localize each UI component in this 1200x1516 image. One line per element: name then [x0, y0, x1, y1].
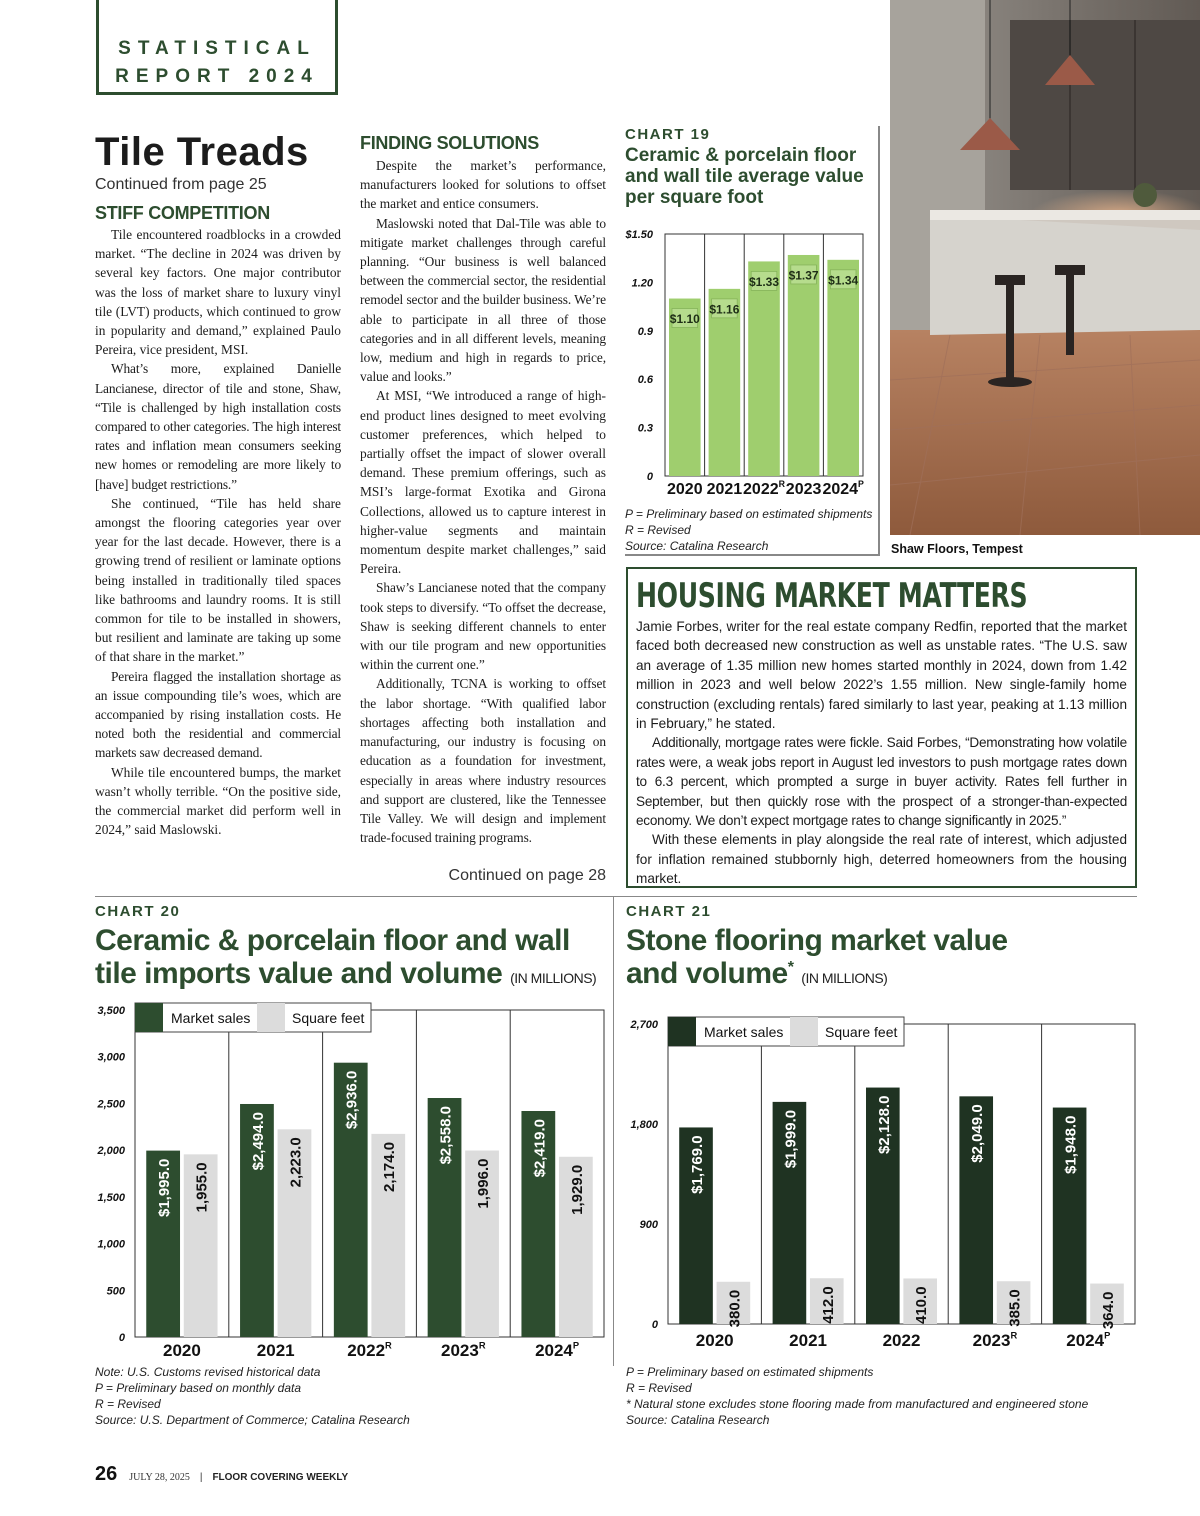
chart-21-value-label: 364.0 — [1099, 1291, 1117, 1330]
chart-19-title: Ceramic & porcelain floor and wall tile average value per square foot — [625, 145, 864, 208]
chart-21-value-label: $2,049.0 — [969, 1104, 987, 1163]
chart-21-title-text: Stone flooring market value and volume — [626, 924, 1008, 990]
footer-publication: FLOOR COVERING WEEKLY — [212, 1472, 349, 1483]
continued-from: Continued from page 25 — [95, 176, 267, 193]
chart-19-ytick: 0 — [646, 471, 653, 483]
paragraph: While tile encountered bumps, the market wasn’t wholly terrible. “On the positive side, the commercial market did perform well in 2024,” said Maslowski. — [95, 764, 341, 838]
chart-21-xtick: $2023^R$ — [972, 1330, 1018, 1350]
chart-21-value-label: $1,999.0 — [782, 1109, 800, 1169]
column-divider — [613, 896, 614, 1366]
legend-label: Market sales — [171, 1010, 251, 1026]
chart-19-notes — [625, 506, 872, 554]
report-header-line1: STATISTICAL — [118, 38, 316, 59]
chart-21-plot — [626, 1010, 1138, 1366]
chart-21-xtick: 2020 — [695, 1331, 734, 1350]
chart-21-xtick: 2021 — [789, 1331, 828, 1350]
chart-21-note: * Natural stone excludes stone flooring made from manufactured and engineered stone — [626, 1397, 1089, 1411]
chart-20-ytick: 3,000 — [97, 1051, 125, 1064]
chart-19-xtick: 2021 — [706, 481, 743, 498]
chart-21-ytick: 2,700 — [630, 1019, 658, 1031]
chart-20-panel — [95, 903, 607, 990]
chart-19-value-label: $1.37 — [788, 268, 819, 283]
chart-21-value-label: 385.0 — [1006, 1289, 1024, 1327]
chart-20-value-label: 1,929.0 — [568, 1164, 586, 1215]
chart-20-ytick: 1,000 — [97, 1238, 125, 1251]
paragraph: What’s more, explained Danielle Lancianese, director of tile and stone, Shaw, “Tile is challenged by high installation costs compared to other categories. The high interest rates and inflation mean consumers seeking new homes or remodeling are more likely to [have] budget restrictions.” — [95, 361, 341, 492]
chart-19-ytick: $1.50 — [625, 229, 653, 241]
chart-20-value-label: 2,223.0 — [287, 1137, 305, 1188]
housing-market-box — [626, 567, 1137, 888]
legend-swatch-square-feet — [257, 1003, 285, 1032]
chart-19-xtick: 2023 — [785, 481, 822, 498]
chart-21-ytick: 0 — [651, 1319, 658, 1331]
chart-19-value-label: $1.10 — [669, 312, 700, 327]
chart-19-note: R = Revised — [625, 523, 691, 537]
photo-caption: Shaw Floors, Tempest — [891, 542, 1023, 556]
page-number: 26 — [95, 1463, 118, 1485]
chart-21-value-label: 380.0 — [726, 1289, 744, 1328]
chart-20-value-label: $2,936.0 — [343, 1070, 361, 1130]
chart-20-title — [95, 924, 607, 990]
chart-20-xtick: $2023^R$ — [441, 1340, 486, 1360]
section-divider — [95, 896, 1137, 897]
legend-swatch-market-sales — [135, 1003, 163, 1032]
chart-20-title-text: Ceramic & porcelain floor and wall tile imports value and volume — [95, 924, 570, 990]
chart-21-title — [626, 924, 1046, 990]
footer-date: JULY 28, 2025 — [129, 1472, 190, 1483]
chart-19-note: Source: Catalina Research — [625, 539, 769, 553]
chart-19-xtick: 2020 — [667, 481, 703, 498]
chart-21-note: Source: Catalina Research — [626, 1413, 770, 1427]
chart-20-value-label: $2,558.0 — [437, 1106, 455, 1165]
chart-21-ytick: 900 — [639, 1219, 658, 1231]
chart-21-ytick: 1,800 — [630, 1119, 658, 1131]
chart-20-ytick: 1,500 — [97, 1191, 125, 1204]
chart-20-ytick: 0 — [118, 1332, 125, 1344]
chart-19-bar — [827, 260, 859, 476]
article-title: Tile Treads — [95, 130, 309, 174]
paragraph: Tile encountered roadblocks in a crowded market. “The decline in 2024 was driven by several key factors. One major contributor was the loss of market share to luxury vinyl tile (LVT) products, which continued to grow in popularity and demand,” explained Paulo Pereira, vice president, MSI. — [95, 227, 341, 358]
chart-19-xtick: $2024^P$ — [822, 478, 864, 498]
chart-19-value-label: $1.34 — [828, 273, 859, 288]
chart-21-value-label: $1,769.0 — [689, 1135, 707, 1194]
housing-title: HOUSING MARKET MATTERS — [636, 576, 1028, 616]
chart-20-value-label: $2,494.0 — [249, 1111, 267, 1171]
chart-21-note: R = Revised — [626, 1381, 692, 1395]
chart-21-value-label: $1,948.0 — [1062, 1115, 1080, 1174]
chart-20-ytick: 2,500 — [97, 1098, 125, 1111]
legend-label: Market sales — [704, 1024, 784, 1040]
legend-label: Square feet — [292, 1010, 365, 1026]
chart-21-note: P = Preliminary based on estimated shipments — [626, 1365, 874, 1379]
chart-20-note: Source: U.S. Department of Commerce; Catalina Research — [95, 1413, 410, 1427]
chart-21-xtick: 2022 — [882, 1331, 921, 1350]
paragraph: Pereira flagged the installation shortage as an issue compounding tile’s woes, which are accompanied by rising installation costs. He noted both the residential and commercial markets saw decreased demand. — [95, 668, 341, 761]
chart-20-value-label: 2,174.0 — [381, 1141, 399, 1192]
chart-19-ytick: 1.20 — [631, 277, 653, 290]
chart-20-notes — [95, 1364, 410, 1428]
kitchen-photo — [890, 0, 1200, 535]
chart-19-bar — [748, 261, 780, 476]
continued-on: Continued on page 28 — [448, 867, 606, 884]
section-head-finding-solutions: FINDING SOLUTIONS — [360, 133, 539, 153]
chart-19-value-label: $1.33 — [748, 274, 780, 289]
paragraph: She continued, “Tile has held share amongst the flooring categories year over year for the last decade. However, there is a growing trend of resilient or laminate options being installed in traditionally tiled spaces like bathrooms and laundry rooms. It is still common for tile to be installed in showers, but resilient and laminate are taking up some of that share in the market.” — [95, 495, 341, 665]
housing-paragraph: With these elements in play alongside the real rate of interest, which adjusted for inflation remained stubbornly high, deterred homeowners from the housing market. — [636, 832, 1127, 887]
chart-20-value-label: $1,995.0 — [156, 1158, 174, 1218]
paragraph: Maslowski noted that Dal-Tile was able to mitigate market challenges through careful planning. “Our business is well balanced between the commercial sector, the residential remodel sector and the builder business. We’re able to participate in all three of those categories and in all different levels, meaning low, medium and high in regards to price, value and looks.” — [360, 215, 606, 385]
chart-20-note: P = Preliminary based on monthly data — [95, 1381, 301, 1395]
chart-20-xtick: $2022^R$ — [347, 1340, 392, 1360]
housing-paragraph: Jamie Forbes, writer for the real estate company Redfin, reported that the market faced both decreased new construction as well as unstable rates. “The U.S. saw an average of 1.35 million new homes started monthly in 2024, down from 1.42 million in 2023 and well below 2022’s 1.55 million. New single-family home construction (excluding rentals) fared similarly to last year, peaking at 1.13 million in February,” he stated. — [636, 619, 1127, 732]
chart-21-unit: (IN MILLIONS) — [801, 970, 888, 986]
chart-20-note: Note: U.S. Customs revised historical data — [95, 1365, 321, 1379]
chart-20-legend — [135, 1003, 371, 1032]
chart-20-ytick: 500 — [106, 1285, 125, 1298]
chart-20-xtick: $2024^P$ — [535, 1340, 580, 1360]
chart-21-legend — [668, 1017, 904, 1046]
article-column-1 — [95, 130, 341, 840]
chart-21-value-label: $2,128.0 — [875, 1095, 893, 1154]
chart-20-value-label: 1,996.0 — [475, 1158, 493, 1209]
paragraph: Additionally, TCNA is working to offset the labor shortage. “With qualified labor shortages affecting both installation and manufacturing, our industry is focusing on education as a foundation for investment, especially in areas where industry resources and support are clustered, like the Tennessee Tile Valley. We will design and implement trade-focused training programs. — [360, 676, 606, 846]
chart-21-panel — [626, 903, 1138, 990]
paragraph: At MSI, “We introduced a range of high-end product lines designed to meet evolving customer preferences, which helped to partially offset the impact of slower overall demand. These premium offerings, such as MSI’s large-format Exotika and Girona Collections, allowed us to capture interest in higher-value segments and maintain momentum despite market challenges,” said Pereira. — [360, 388, 606, 577]
chart-21-notes — [626, 1364, 1088, 1428]
chart-21-title-asterisk: * — [787, 959, 794, 976]
chart-19-plot — [625, 226, 875, 508]
chart-21-xtick: $2024^P$ — [1066, 1330, 1111, 1350]
chart-20-unit: (IN MILLIONS) — [510, 970, 597, 986]
housing-paragraph: Additionally, mortgage rates were fickle. Said Forbes, “Demonstrating how volatile rates were, a weak jobs report in August led investors to push mortgage rates down to 6.3 percent, which prompted a surge in buyer activity. Rates fell further in September, but then quickly rose with the prospect of a stronger-than-expected economy. We don’t expect mortgage rates to change significantly in 2025.” — [636, 735, 1127, 829]
chart-21-label: CHART 21 — [626, 903, 712, 920]
chart-20-value-label: 1,955.0 — [193, 1162, 211, 1213]
paragraph: Despite the market’s performance, manufacturers looked for solutions to offset the market and entice consumers. — [360, 158, 606, 212]
chart-21-value-label: 410.0 — [913, 1286, 931, 1324]
article-column-2 — [360, 133, 606, 847]
chart-19-label: CHART 19 — [625, 126, 711, 143]
report-header-box — [96, 0, 338, 95]
chart-20-ytick: 2,000 — [97, 1145, 125, 1158]
chart-19-ytick: 0.3 — [637, 422, 653, 435]
legend-label: Square feet — [825, 1024, 898, 1040]
chart-20-plot — [95, 1000, 609, 1366]
chart-20-xtick: 2020 — [162, 1341, 201, 1360]
page-footer — [95, 1463, 348, 1486]
chart-21-value-label: 412.0 — [819, 1286, 837, 1324]
footer-separator: | — [199, 1472, 203, 1483]
chart-19-bar — [788, 255, 820, 476]
chart-20-note: R = Revised — [95, 1397, 161, 1411]
legend-swatch-square-feet — [790, 1017, 818, 1046]
chart-19-note: P = Preliminary based on estimated shipments — [625, 507, 873, 521]
chart-19-ytick: 0.6 — [637, 374, 653, 387]
chart-19-value-label: $1.16 — [709, 302, 740, 317]
chart-20-label: CHART 20 — [95, 903, 181, 920]
chart-19-ytick: 0.9 — [637, 325, 653, 338]
chart-20-value-label: $2,419.0 — [531, 1118, 549, 1178]
legend-swatch-market-sales — [668, 1017, 696, 1046]
chart-20-xtick: 2021 — [256, 1341, 295, 1360]
report-header-line2: REPORT 2024 — [115, 66, 319, 87]
chart-20-ytick: 3,500 — [97, 1005, 125, 1017]
paragraph: Shaw’s Lancianese noted that the company took steps to diversify. “To offset the decrease, Shaw is seeking different channels to enter with our tile program and new opportunities within the current one.” — [360, 580, 606, 673]
chart-19-xtick: $2022^R$ — [743, 478, 785, 498]
chart-19-panel — [625, 126, 880, 556]
section-head-stiff-competition: STIFF COMPETITION — [95, 203, 270, 223]
